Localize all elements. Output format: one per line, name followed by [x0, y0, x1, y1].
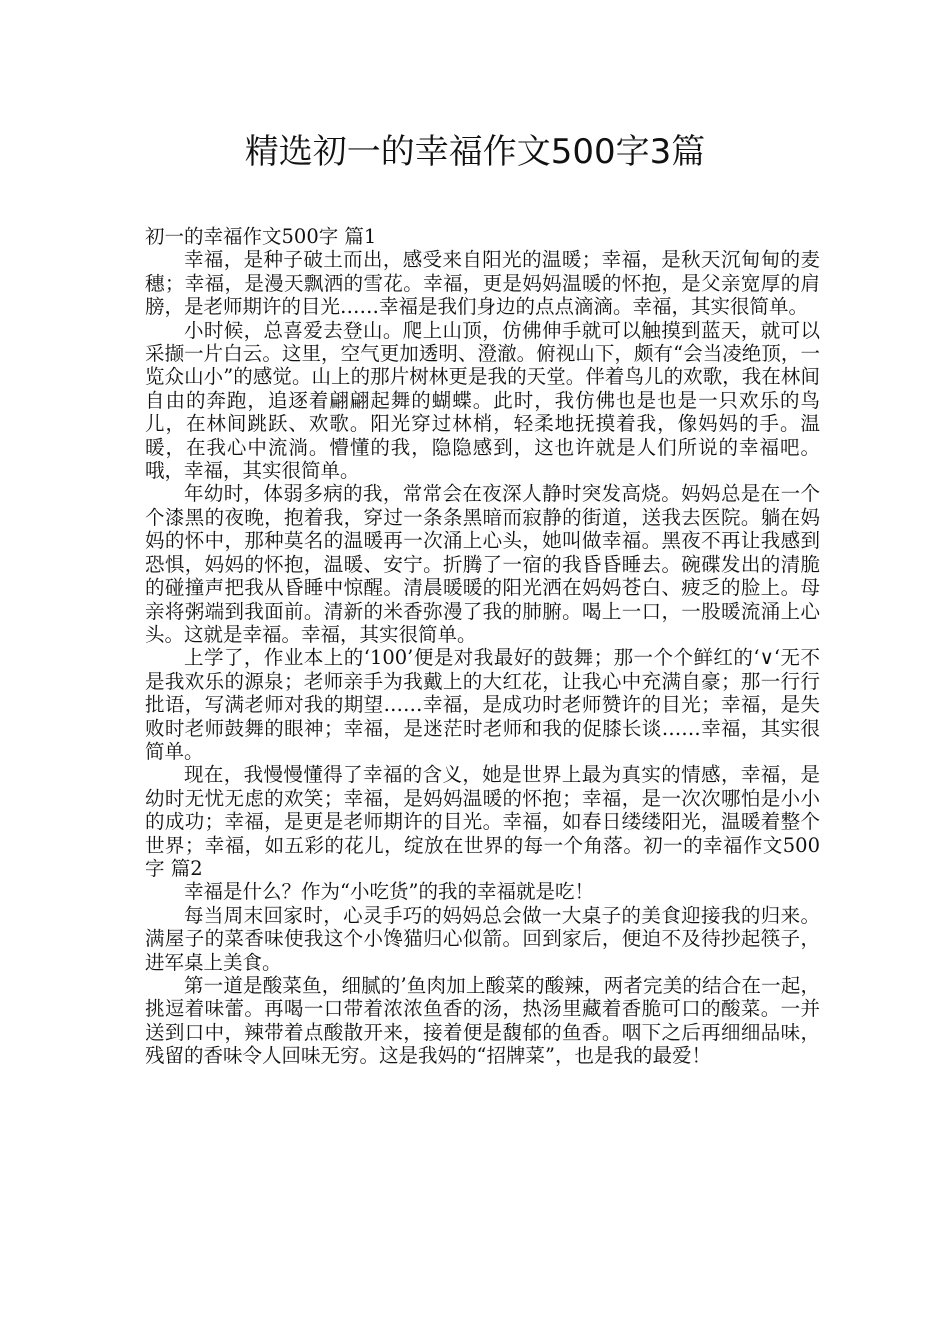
paragraph: 上学了，作业本上的‘100’便是对我最好的鼓舞；那一个个鲜红的‘∨‘无不是我欢乐的源泉；老师亲手为我戴上的大红花，让我心中充满自豪；那一行行批语，写满老师对我的期望……幸福，是成功时老师赞许的目光；幸福，是失败时老师鼓舞的眼神；幸福，是迷茫时老师和我的促膝长谈……幸福，其实很简单。 — [145, 646, 820, 763]
paragraph: 第一道是酸菜鱼，细腻的’鱼肉加上酸菜的酸辣，两者完美的结合在一起，挑逗着味蕾。再喝一口带着浓浓鱼香的汤，热汤里藏着香脆可口的酸菜。一并送到口中，辣带着点酸散开来，接着便是馥郁的鱼香。咽下之后再细细品味，残留的香味令人回味无穷。这是我妈的“招牌菜”，也是我的最爱！ — [145, 974, 820, 1068]
section-heading-1: 初一的幸福作文500字 篇1 — [145, 225, 377, 248]
paragraph: 小时候，总喜爱去登山。爬上山顶，仿佛伸手就可以触摸到蓝天，就可以采撷一片白云。这里，空气更加透明、澄澈。俯视山下，颇有“会当凌绝顶，一览众山小”的感觉。山上的那片树林更是我的天堂。伴着鸟儿的欢歌，我在林间自由的奔跑，追逐着翩翩起舞的蝴蝶。此时，我仿佛也是也是一只欢乐的鸟儿，在林间跳跃、欢歌。阳光穿过林梢，轻柔地抚摸着我，像妈妈的手。温暖，在我心中流淌。懵懂的我，隐隐感到，这也许就是人们所说的幸福吧。哦，幸福，其实很简单。 — [145, 318, 820, 483]
document-body — [145, 225, 820, 1068]
paragraph: 幸福，是种子破土而出，感受来自阳光的温暖；幸福，是秋天沉甸甸的麦穗；幸福，是漫天飘洒的雪花。幸福，更是妈妈温暖的怀抱，是父亲宽厚的肩膀，是老师期许的目光……幸福是我们身边的点点滴滴。幸福，其实很简单。 — [145, 248, 820, 319]
paragraph: 现在，我慢慢懂得了幸福的含义，她是世界上最为真实的情感，幸福，是幼时无忧无虑的欢笑；幸福，是妈妈温暖的怀抱；幸福，是一次次哪怕是小小的成功；幸福，是更是老师期许的目光。幸福，如春日缕缕阳光，温暖着整个世界；幸福，如五彩的花儿，绽放在世界的每一个角落。初一的幸福作文500字 篇2 — [145, 763, 820, 880]
paragraph: 幸福是什么？作为“小吃货”的我的幸福就是吃！ — [184, 880, 594, 904]
paragraph: 每当周末回家时，心灵手巧的妈妈总会做一大桌子的美食迎接我的归来。满屋子的菜香味使我这个小馋猫归心似箭。回到家后，便迫不及待抄起筷子，进军桌上美食。 — [145, 903, 820, 974]
paragraph: 年幼时，体弱多病的我，常常会在夜深人静时突发高烧。妈妈总是在一个个漆黑的夜晚，抱着我，穿过一条条黑暗而寂静的街道，送我去医院。躺在妈妈的怀中，那种莫名的温暖再一次涌上心头，她叫做幸福。黑夜不再让我感到恐惧，妈妈的怀抱，温暖、安宁。折腾了一宿的我昏昏睡去。碗碟发出的清脆的碰撞声把我从昏睡中惊醒。清晨暖暖的阳光洒在妈妈苍白、疲乏的脸上。母亲将粥端到我面前。清新的米香弥漫了我的肺腑。喝上一口，一股暖流涌上心头。这就是幸福。幸福，其实很简单。 — [145, 482, 820, 646]
document-title: 精选初一的幸福作文500字3篇 — [244, 132, 706, 172]
